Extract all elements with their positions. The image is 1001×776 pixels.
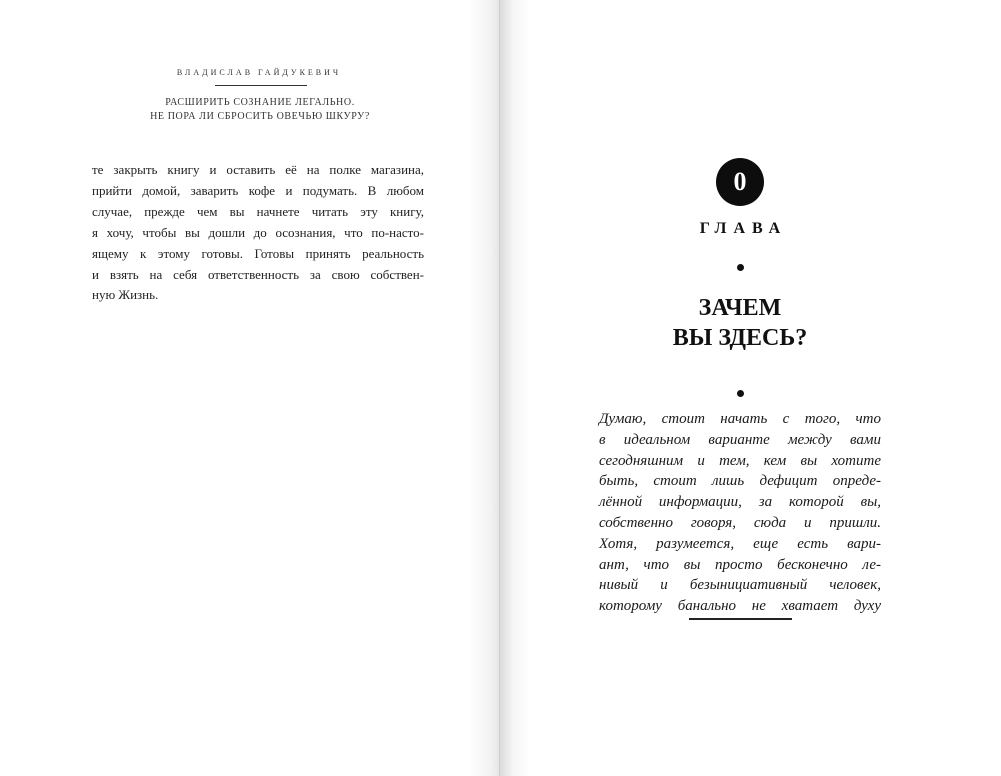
chapter-number-badge: 0	[716, 158, 764, 206]
epigraph-line: ант, что вы просто бесконечно ле-	[599, 556, 881, 573]
running-header-author: ВЛАДИСЛАВ ГАЙДУКЕВИЧ	[176, 68, 342, 77]
book-gutter	[499, 0, 500, 776]
epigraph-line: Хотя, разумеется, еще есть вари-	[599, 535, 881, 552]
epigraph-closing-rule	[689, 618, 792, 620]
ornament-dot	[737, 390, 744, 397]
ornament-dot	[737, 264, 744, 271]
right-page	[500, 0, 1001, 776]
body-line: те закрыть книгу и оставить её на полке магазина,	[92, 162, 424, 177]
chapter-title-line: ВЫ ЗДЕСЬ?	[672, 325, 808, 351]
chapter-title-line: ЗАЧЕМ	[698, 295, 782, 321]
body-line: случае, прежде чем вы начнете читать эту книгу,	[92, 203, 424, 219]
body-line: и взять на себя ответственность за свою собствен-	[92, 266, 424, 282]
running-header-title	[130, 96, 390, 124]
body-paragraph	[92, 160, 424, 306]
epigraph-line: нивый и безынициативный человек,	[599, 577, 881, 594]
chapter-label: ГЛАВА	[699, 220, 788, 237]
epigraph-line: которому банально не хватает духу	[599, 598, 881, 615]
epigraph-line: быть, стоит лишь дефицит опреде-	[599, 473, 881, 490]
chapter-title	[620, 293, 860, 353]
epigraph-line: в идеальном варианте между вами	[599, 431, 881, 448]
book-spine-shadow-left	[468, 0, 500, 776]
epigraph-line: лённой информации, за которой вы,	[599, 494, 881, 511]
epigraph-line: Думаю, стоит начать с того, что	[599, 411, 881, 427]
body-line: я хочу, чтобы вы дошли до осознания, что по-насто-	[92, 224, 424, 240]
header-divider	[215, 85, 307, 86]
book-spine-shadow-right	[500, 0, 530, 776]
running-header-title-line: НЕ ПОРА ЛИ СБРОСИТЬ ОВЕЧЬЮ ШКУРУ?	[150, 111, 370, 122]
epigraph-line: сегодняшним и тем, кем вы хотите	[599, 452, 881, 469]
body-line: ную Жизнь.	[92, 287, 159, 303]
epigraph-line: собственно говоря, сюда и пришли.	[599, 514, 881, 531]
body-line: ящему к этому готовы. Готовы принять реальность	[92, 245, 424, 261]
chapter-epigraph	[599, 409, 881, 617]
body-line: прийти домой, заварить кофе и подумать. В любом	[92, 182, 424, 198]
running-header-title-line: РАСШИРИТЬ СОЗНАНИЕ ЛЕГАЛЬНО.	[165, 97, 355, 108]
